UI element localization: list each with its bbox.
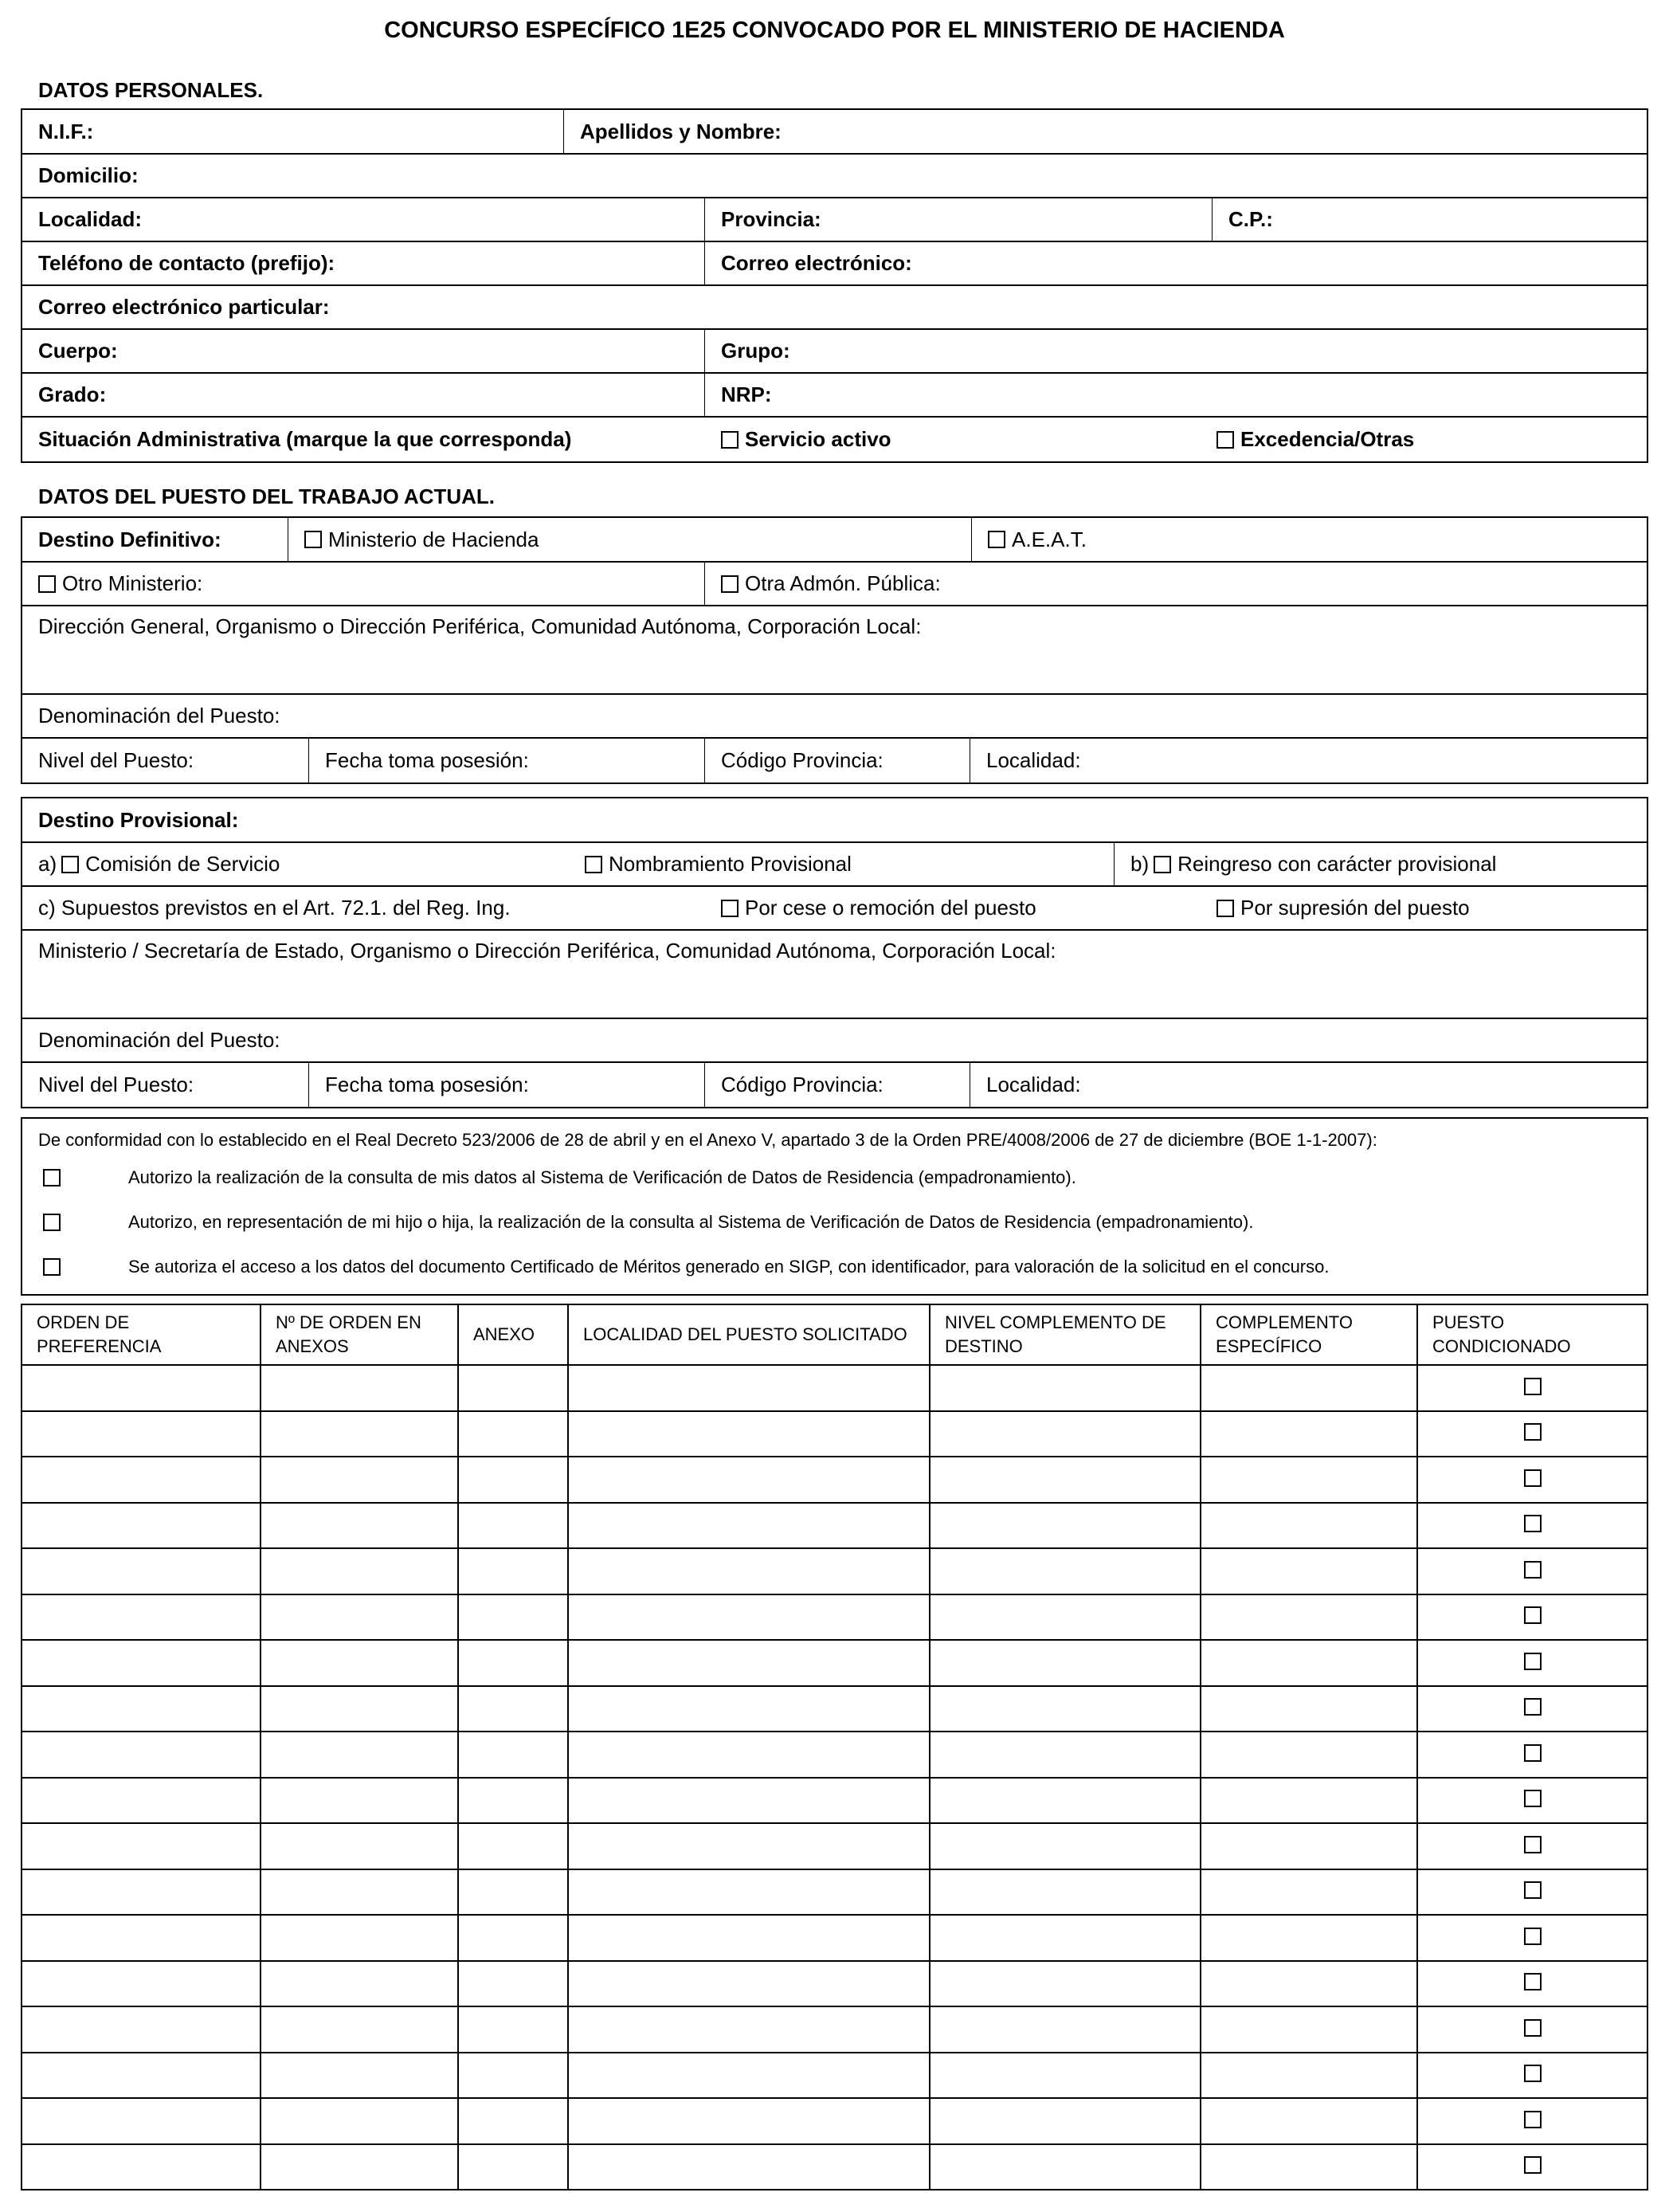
preference-row [22, 1594, 1647, 1641]
anexo-cell[interactable] [458, 1640, 568, 1686]
puesto-condicionado-cell[interactable] [1417, 1594, 1647, 1641]
numero-orden-cell[interactable] [261, 1732, 458, 1778]
servicio-activo-option[interactable] [705, 418, 1201, 461]
orden-preferencia-cell[interactable] [22, 1548, 261, 1594]
cp-label: C.P.: [1228, 207, 1273, 231]
localidad-cell[interactable] [568, 1594, 930, 1641]
conformidad-intro: De conformidad con lo establecido en el Real Decreto 523/2006 de 28 de abril y en el Anexo V, apartado 3 de la Orden PRE/4008/2006 de 27 de diciembre (BOE 1-1-2007): [38, 1130, 1377, 1150]
puesto-condicionado-cell[interactable] [1417, 2144, 1647, 2190]
complemento-especifico-cell[interactable] [1201, 1823, 1417, 1869]
localidad-cell[interactable] [568, 1365, 930, 1411]
ministerio-secretaria-label: Ministerio / Secretaría de Estado, Organismo o Dirección Periférica, Comunidad Autónoma, Corporación Local: [38, 939, 1056, 963]
localidad-label: Localidad: [38, 207, 143, 231]
localidad-cell[interactable] [568, 1686, 930, 1732]
anexo-cell[interactable] [458, 1457, 568, 1503]
nivel-complemento-cell[interactable] [930, 1457, 1201, 1503]
puesto-condicionado-cell[interactable] [1417, 1457, 1647, 1503]
nif-field[interactable] [22, 110, 564, 153]
anexo-cell[interactable] [458, 1869, 568, 1916]
complemento-especifico-cell[interactable] [1201, 2006, 1417, 2053]
puesto-condicionado-checkbox[interactable] [1524, 1698, 1542, 1716]
preference-row [22, 1365, 1647, 1411]
anexo-cell[interactable] [458, 2006, 568, 2053]
header-anexo: ANEXO [458, 1304, 568, 1365]
apellidos-field[interactable] [564, 110, 1647, 153]
nivel-complemento-cell[interactable] [930, 1823, 1201, 1869]
localidad-cell[interactable] [568, 1823, 930, 1869]
puesto-condicionado-cell[interactable] [1417, 1732, 1647, 1778]
anexo-cell[interactable] [458, 1686, 568, 1732]
codigo-provisional-field[interactable] [705, 1063, 970, 1107]
header-puesto-condicionado: PUESTO CONDICIONADO [1417, 1304, 1647, 1365]
puesto-condicionado-checkbox[interactable] [1524, 1973, 1542, 1990]
header-localidad: LOCALIDAD DEL PUESTO SOLICITADO [568, 1304, 930, 1365]
puesto-condicionado-cell[interactable] [1417, 1640, 1647, 1686]
cese-checkbox[interactable] [721, 900, 739, 917]
comision-servicio-option[interactable] [22, 843, 569, 885]
complemento-especifico-cell[interactable] [1201, 1548, 1417, 1594]
preference-row [22, 1411, 1647, 1457]
anexo-cell[interactable] [458, 1778, 568, 1824]
personal-data-table [21, 108, 1648, 463]
numero-orden-cell[interactable] [261, 1640, 458, 1686]
preference-row [22, 2144, 1647, 2190]
localidad-cell[interactable] [568, 2053, 930, 2099]
localidad-cell[interactable] [568, 1915, 930, 1961]
puesto-condicionado-cell[interactable] [1417, 1365, 1647, 1411]
orden-preferencia-cell[interactable] [22, 2006, 261, 2053]
orden-preferencia-cell[interactable] [22, 1640, 261, 1686]
puesto-condicionado-checkbox[interactable] [1524, 2111, 1542, 2128]
orden-preferencia-cell[interactable] [22, 1778, 261, 1824]
correo-field[interactable] [705, 242, 1647, 284]
cese-option[interactable] [705, 887, 1201, 929]
orden-preferencia-cell[interactable] [22, 2144, 261, 2190]
localidad-cell[interactable] [568, 1961, 930, 2007]
nivel-complemento-cell[interactable] [930, 2053, 1201, 2099]
option-b-prefix: b) [1130, 852, 1150, 876]
numero-orden-cell[interactable] [261, 1915, 458, 1961]
aeat-label: A.E.A.T. [1012, 527, 1087, 551]
localidad-cell[interactable] [568, 2144, 930, 2190]
numero-orden-cell[interactable] [261, 1411, 458, 1457]
fecha-provisional-field[interactable] [309, 1063, 705, 1107]
comision-servicio-checkbox[interactable] [61, 856, 79, 873]
cuerpo-label: Cuerpo: [38, 339, 118, 363]
supuestos-label: c) Supuestos previstos en el Art. 72.1. del Reg. Ing. [38, 896, 511, 920]
grado-field[interactable] [22, 374, 705, 416]
denominacion-definitivo-field[interactable] [22, 695, 1647, 737]
otro-ministerio-option[interactable] [22, 563, 705, 605]
orden-preferencia-cell[interactable] [22, 1869, 261, 1916]
domicilio-field[interactable] [22, 155, 1647, 197]
preference-row [22, 1548, 1647, 1594]
preference-row [22, 1686, 1647, 1732]
puesto-condicionado-cell[interactable] [1417, 1915, 1647, 1961]
localidad-cell[interactable] [568, 1457, 930, 1503]
otro-ministerio-label: Otro Ministerio: [62, 571, 203, 595]
destino-definitivo-table [21, 516, 1648, 784]
preference-row [22, 1457, 1647, 1503]
orden-preferencia-cell[interactable] [22, 1915, 261, 1961]
nivel-complemento-cell[interactable] [930, 2006, 1201, 2053]
preference-row [22, 2098, 1647, 2144]
nivel-complemento-cell[interactable] [930, 2144, 1201, 2190]
servicio-activo-checkbox[interactable] [721, 431, 739, 449]
puesto-condicionado-cell[interactable] [1417, 1778, 1647, 1824]
nombramiento-option[interactable] [569, 843, 1115, 885]
puesto-condicionado-checkbox[interactable] [1524, 1423, 1542, 1441]
puesto-condicionado-checkbox[interactable] [1524, 2156, 1542, 2174]
autorizo-hijo-checkbox[interactable] [43, 1214, 61, 1231]
localidad-cell[interactable] [568, 2098, 930, 2144]
complemento-especifico-cell[interactable] [1201, 2098, 1417, 2144]
complemento-especifico-cell[interactable] [1201, 1411, 1417, 1457]
complemento-especifico-cell[interactable] [1201, 2053, 1417, 2099]
numero-orden-cell[interactable] [261, 1778, 458, 1824]
localidad-cell[interactable] [568, 1869, 930, 1916]
nombramiento-checkbox[interactable] [585, 856, 602, 873]
puesto-condicionado-cell[interactable] [1417, 2006, 1647, 2053]
puesto-condicionado-checkbox[interactable] [1524, 1469, 1542, 1487]
puesto-condicionado-cell[interactable] [1417, 1548, 1647, 1594]
direccion-general-field[interactable] [22, 606, 1647, 693]
supresion-checkbox[interactable] [1216, 900, 1234, 917]
preference-row [22, 1961, 1647, 2007]
complemento-especifico-cell[interactable] [1201, 1365, 1417, 1411]
excedencia-label: Excedencia/Otras [1240, 427, 1415, 451]
preference-row [22, 2053, 1647, 2099]
comision-servicio-label: Comisión de Servicio [85, 852, 280, 876]
nrp-label: NRP: [721, 382, 772, 406]
supresion-option[interactable] [1201, 887, 1647, 929]
autorizo-certificado-label: Se autoriza el acceso a los datos del documento Certificado de Méritos generado en SIGP, con identificador, para valoración de la solicitud en el concurso. [128, 1257, 1330, 1277]
fecha-definitivo-label: Fecha toma posesión: [325, 748, 529, 772]
nivel-complemento-cell[interactable] [930, 1411, 1201, 1457]
telefono-field[interactable] [22, 242, 705, 284]
excedencia-checkbox[interactable] [1216, 431, 1234, 449]
orden-preferencia-cell[interactable] [22, 1457, 261, 1503]
ministerio-hacienda-checkbox[interactable] [304, 531, 322, 548]
nivel-complemento-cell[interactable] [930, 1778, 1201, 1824]
localidad-definitivo-label: Localidad: [986, 748, 1081, 772]
cp-field[interactable] [1213, 198, 1647, 241]
supresion-label: Por supresión del puesto [1240, 896, 1470, 920]
numero-orden-cell[interactable] [261, 1869, 458, 1916]
nivel-complemento-cell[interactable] [930, 1594, 1201, 1641]
grado-label: Grado: [38, 382, 107, 406]
puesto-condicionado-checkbox[interactable] [1524, 1836, 1542, 1853]
header-nivel-complemento: NIVEL COMPLEMENTO DE DESTINO [930, 1304, 1201, 1365]
numero-orden-cell[interactable] [261, 2098, 458, 2144]
otra-admon-checkbox[interactable] [721, 575, 739, 593]
localidad-definitivo-field[interactable] [970, 739, 1647, 782]
section-personal-heading: DATOS PERSONALES. [38, 78, 264, 102]
puesto-condicionado-checkbox[interactable] [1524, 1606, 1542, 1624]
option-a-prefix: a) [38, 852, 57, 876]
nif-label: N.I.F.: [38, 119, 94, 143]
preferences-table [21, 1304, 1648, 2190]
complemento-especifico-cell[interactable] [1201, 1778, 1417, 1824]
localidad-cell[interactable] [568, 1640, 930, 1686]
nivel-complemento-cell[interactable] [930, 1732, 1201, 1778]
nivel-complemento-cell[interactable] [930, 1365, 1201, 1411]
otra-admon-label: Otra Admón. Pública: [745, 571, 941, 595]
anexo-cell[interactable] [458, 2098, 568, 2144]
conformidad-box [21, 1117, 1648, 1296]
puesto-condicionado-checkbox[interactable] [1524, 1378, 1542, 1395]
ministerio-hacienda-label: Ministerio de Hacienda [328, 527, 539, 551]
orden-preferencia-cell[interactable] [22, 1686, 261, 1732]
numero-orden-cell[interactable] [261, 2053, 458, 2099]
codigo-provisional-label: Código Provincia: [721, 1073, 883, 1096]
header-orden-preferencia: ORDEN DE PREFERENCIA [22, 1304, 261, 1365]
provincia-label: Provincia: [721, 207, 821, 231]
anexo-cell[interactable] [458, 1503, 568, 1549]
provincia-field[interactable] [705, 198, 1213, 241]
nivel-complemento-cell[interactable] [930, 1915, 1201, 1961]
numero-orden-cell[interactable] [261, 1823, 458, 1869]
aeat-checkbox[interactable] [988, 531, 1005, 548]
autorizo-hijo-option[interactable] [22, 1200, 1647, 1245]
reingreso-label: Reingreso con carácter provisional [1177, 852, 1497, 876]
form-title: CONCURSO ESPECÍFICO 1E25 CONVOCADO POR EL MINISTERIO DE HACIENDA [384, 18, 1285, 43]
puesto-condicionado-cell[interactable] [1417, 1961, 1647, 2007]
autorizo-hijo-label: Autorizo, en representación de mi hijo o hija, la realización de la consulta al Sistema de Verificación de Datos de Residencia (empadronamiento). [128, 1212, 1254, 1232]
numero-orden-cell[interactable] [261, 1686, 458, 1732]
codigo-definitivo-label: Código Provincia: [721, 748, 883, 772]
orden-preferencia-cell[interactable] [22, 2098, 261, 2144]
destino-provisional-label: Destino Provisional: [38, 807, 239, 832]
puesto-condicionado-checkbox[interactable] [1524, 1561, 1542, 1579]
numero-orden-cell[interactable] [261, 1365, 458, 1411]
excedencia-option[interactable] [1201, 418, 1647, 461]
localidad-field[interactable] [22, 198, 705, 241]
nivel-complemento-cell[interactable] [930, 2098, 1201, 2144]
numero-orden-cell[interactable] [261, 1961, 458, 2007]
denominacion-provisional-field[interactable] [22, 1019, 1647, 1061]
situacion-label: Situación Administrativa (marque la que corresponda) [38, 427, 572, 451]
orden-preferencia-cell[interactable] [22, 1732, 261, 1778]
localidad-cell[interactable] [568, 1778, 930, 1824]
preference-row [22, 1869, 1647, 1916]
numero-orden-cell[interactable] [261, 1457, 458, 1503]
cese-label: Por cese o remoción del puesto [745, 896, 1036, 920]
correo-particular-label: Correo electrónico particular: [38, 295, 330, 319]
fecha-provisional-label: Fecha toma posesión: [325, 1073, 529, 1096]
aeat-option[interactable] [972, 518, 1647, 561]
complemento-especifico-cell[interactable] [1201, 1915, 1417, 1961]
nivel-complemento-cell[interactable] [930, 1686, 1201, 1732]
autorizo-certificado-option[interactable] [22, 1245, 1647, 1289]
complemento-especifico-cell[interactable] [1201, 1457, 1417, 1503]
puesto-condicionado-cell[interactable] [1417, 1503, 1647, 1549]
otro-ministerio-checkbox[interactable] [38, 575, 56, 593]
preference-row [22, 1503, 1647, 1549]
preference-row [22, 1915, 1647, 1961]
nombramiento-label: Nombramiento Provisional [609, 852, 852, 876]
complemento-especifico-cell[interactable] [1201, 2144, 1417, 2190]
complemento-especifico-cell[interactable] [1201, 1686, 1417, 1732]
denominacion-provisional-label: Denominación del Puesto: [38, 1028, 280, 1052]
autorizo-empadronamiento-checkbox[interactable] [43, 1169, 61, 1186]
nivel-complemento-cell[interactable] [930, 1961, 1201, 2007]
header-complemento-especifico: COMPLEMENTO ESPECÍFICO [1201, 1304, 1417, 1365]
grupo-field[interactable] [705, 330, 1647, 372]
denominacion-definitivo-label: Denominación del Puesto: [38, 704, 280, 728]
anexo-cell[interactable] [458, 1961, 568, 2007]
puesto-condicionado-cell[interactable] [1417, 2053, 1647, 2099]
puesto-condicionado-cell[interactable] [1417, 1411, 1647, 1457]
puesto-condicionado-checkbox[interactable] [1524, 1881, 1542, 1899]
codigo-definitivo-field[interactable] [705, 739, 970, 782]
nivel-provisional-field[interactable] [22, 1063, 309, 1107]
numero-orden-cell[interactable] [261, 1503, 458, 1549]
localidad-provisional-label: Localidad: [986, 1073, 1081, 1096]
nivel-definitivo-field[interactable] [22, 739, 309, 782]
orden-preferencia-cell[interactable] [22, 1961, 261, 2007]
preference-row [22, 2006, 1647, 2053]
autorizo-empadronamiento-label: Autorizo la realización de la consulta de mis datos al Sistema de Verificación de Datos de Residencia (empadronamiento). [128, 1167, 1076, 1187]
correo-label: Correo electrónico: [721, 251, 912, 275]
ministerio-secretaria-field[interactable] [22, 931, 1647, 1018]
numero-orden-cell[interactable] [261, 2006, 458, 2053]
preferences-header-row [22, 1304, 1647, 1365]
puesto-condicionado-checkbox[interactable] [1524, 1744, 1542, 1762]
anexo-cell[interactable] [458, 1732, 568, 1778]
puesto-condicionado-cell[interactable] [1417, 1686, 1647, 1732]
nrp-field[interactable] [705, 374, 1647, 416]
destino-definitivo-label: Destino Definitivo: [22, 518, 288, 561]
localidad-provisional-field[interactable] [970, 1063, 1647, 1107]
puesto-condicionado-checkbox[interactable] [1524, 1928, 1542, 1945]
puesto-condicionado-cell[interactable] [1417, 1869, 1647, 1916]
anexo-cell[interactable] [458, 1548, 568, 1594]
nivel-complemento-cell[interactable] [930, 1548, 1201, 1594]
telefono-label: Teléfono de contacto (prefijo): [38, 251, 335, 275]
apellidos-label: Apellidos y Nombre: [580, 119, 782, 143]
nivel-complemento-cell[interactable] [930, 1640, 1201, 1686]
orden-preferencia-cell[interactable] [22, 2053, 261, 2099]
reingreso-option[interactable] [1115, 843, 1647, 885]
complemento-especifico-cell[interactable] [1201, 1594, 1417, 1641]
complemento-especifico-cell[interactable] [1201, 1640, 1417, 1686]
ministerio-hacienda-option[interactable] [288, 518, 972, 561]
puesto-condicionado-cell[interactable] [1417, 2098, 1647, 2144]
anexo-cell[interactable] [458, 1594, 568, 1641]
preference-row [22, 1823, 1647, 1869]
nivel-definitivo-label: Nivel del Puesto: [38, 748, 194, 772]
complemento-especifico-cell[interactable] [1201, 1732, 1417, 1778]
section-puesto-heading: DATOS DEL PUESTO DEL TRABAJO ACTUAL. [38, 484, 496, 508]
puesto-condicionado-checkbox[interactable] [1524, 1515, 1542, 1532]
anexo-cell[interactable] [458, 2053, 568, 2099]
localidad-cell[interactable] [568, 1548, 930, 1594]
orden-preferencia-cell[interactable] [22, 1411, 261, 1457]
nivel-provisional-label: Nivel del Puesto: [38, 1073, 194, 1096]
orden-preferencia-cell[interactable] [22, 1594, 261, 1641]
puesto-condicionado-checkbox[interactable] [1524, 2019, 1542, 2037]
autorizo-certificado-checkbox[interactable] [43, 1258, 61, 1276]
otra-admon-option[interactable] [705, 563, 1647, 605]
nivel-complemento-cell[interactable] [930, 1503, 1201, 1549]
anexo-cell[interactable] [458, 1823, 568, 1869]
orden-preferencia-cell[interactable] [22, 1503, 261, 1549]
preference-row [22, 1732, 1647, 1778]
destino-provisional-table [21, 797, 1648, 1108]
numero-orden-cell[interactable] [261, 1594, 458, 1641]
puesto-condicionado-cell[interactable] [1417, 1823, 1647, 1869]
localidad-cell[interactable] [568, 1732, 930, 1778]
complemento-especifico-cell[interactable] [1201, 1869, 1417, 1916]
anexo-cell[interactable] [458, 1411, 568, 1457]
fecha-definitivo-field[interactable] [309, 739, 705, 782]
numero-orden-cell[interactable] [261, 2144, 458, 2190]
header-numero-orden: Nº DE ORDEN EN ANEXOS [261, 1304, 458, 1365]
nivel-complemento-cell[interactable] [930, 1869, 1201, 1916]
reingreso-checkbox[interactable] [1154, 856, 1171, 873]
anexo-cell[interactable] [458, 1915, 568, 1961]
orden-preferencia-cell[interactable] [22, 1365, 261, 1411]
correo-particular-field[interactable] [22, 286, 1647, 328]
servicio-activo-label: Servicio activo [745, 427, 891, 451]
grupo-label: Grupo: [721, 339, 790, 363]
complemento-especifico-cell[interactable] [1201, 1961, 1417, 2007]
puesto-condicionado-checkbox[interactable] [1524, 1790, 1542, 1807]
anexo-cell[interactable] [458, 2144, 568, 2190]
orden-preferencia-cell[interactable] [22, 1823, 261, 1869]
localidad-cell[interactable] [568, 1411, 930, 1457]
preference-row [22, 1640, 1647, 1686]
domicilio-label: Domicilio: [38, 163, 139, 187]
direccion-general-label: Dirección General, Organismo o Dirección Periférica, Comunidad Autónoma, Corporación Local: [38, 614, 922, 638]
numero-orden-cell[interactable] [261, 1548, 458, 1594]
puesto-condicionado-checkbox[interactable] [1524, 1653, 1542, 1670]
preference-row [22, 1778, 1647, 1824]
puesto-condicionado-checkbox[interactable] [1524, 2065, 1542, 2082]
cuerpo-field[interactable] [22, 330, 705, 372]
localidad-cell[interactable] [568, 2006, 930, 2053]
autorizo-empadronamiento-option[interactable] [22, 1155, 1647, 1200]
localidad-cell[interactable] [568, 1503, 930, 1549]
complemento-especifico-cell[interactable] [1201, 1503, 1417, 1549]
anexo-cell[interactable] [458, 1365, 568, 1411]
